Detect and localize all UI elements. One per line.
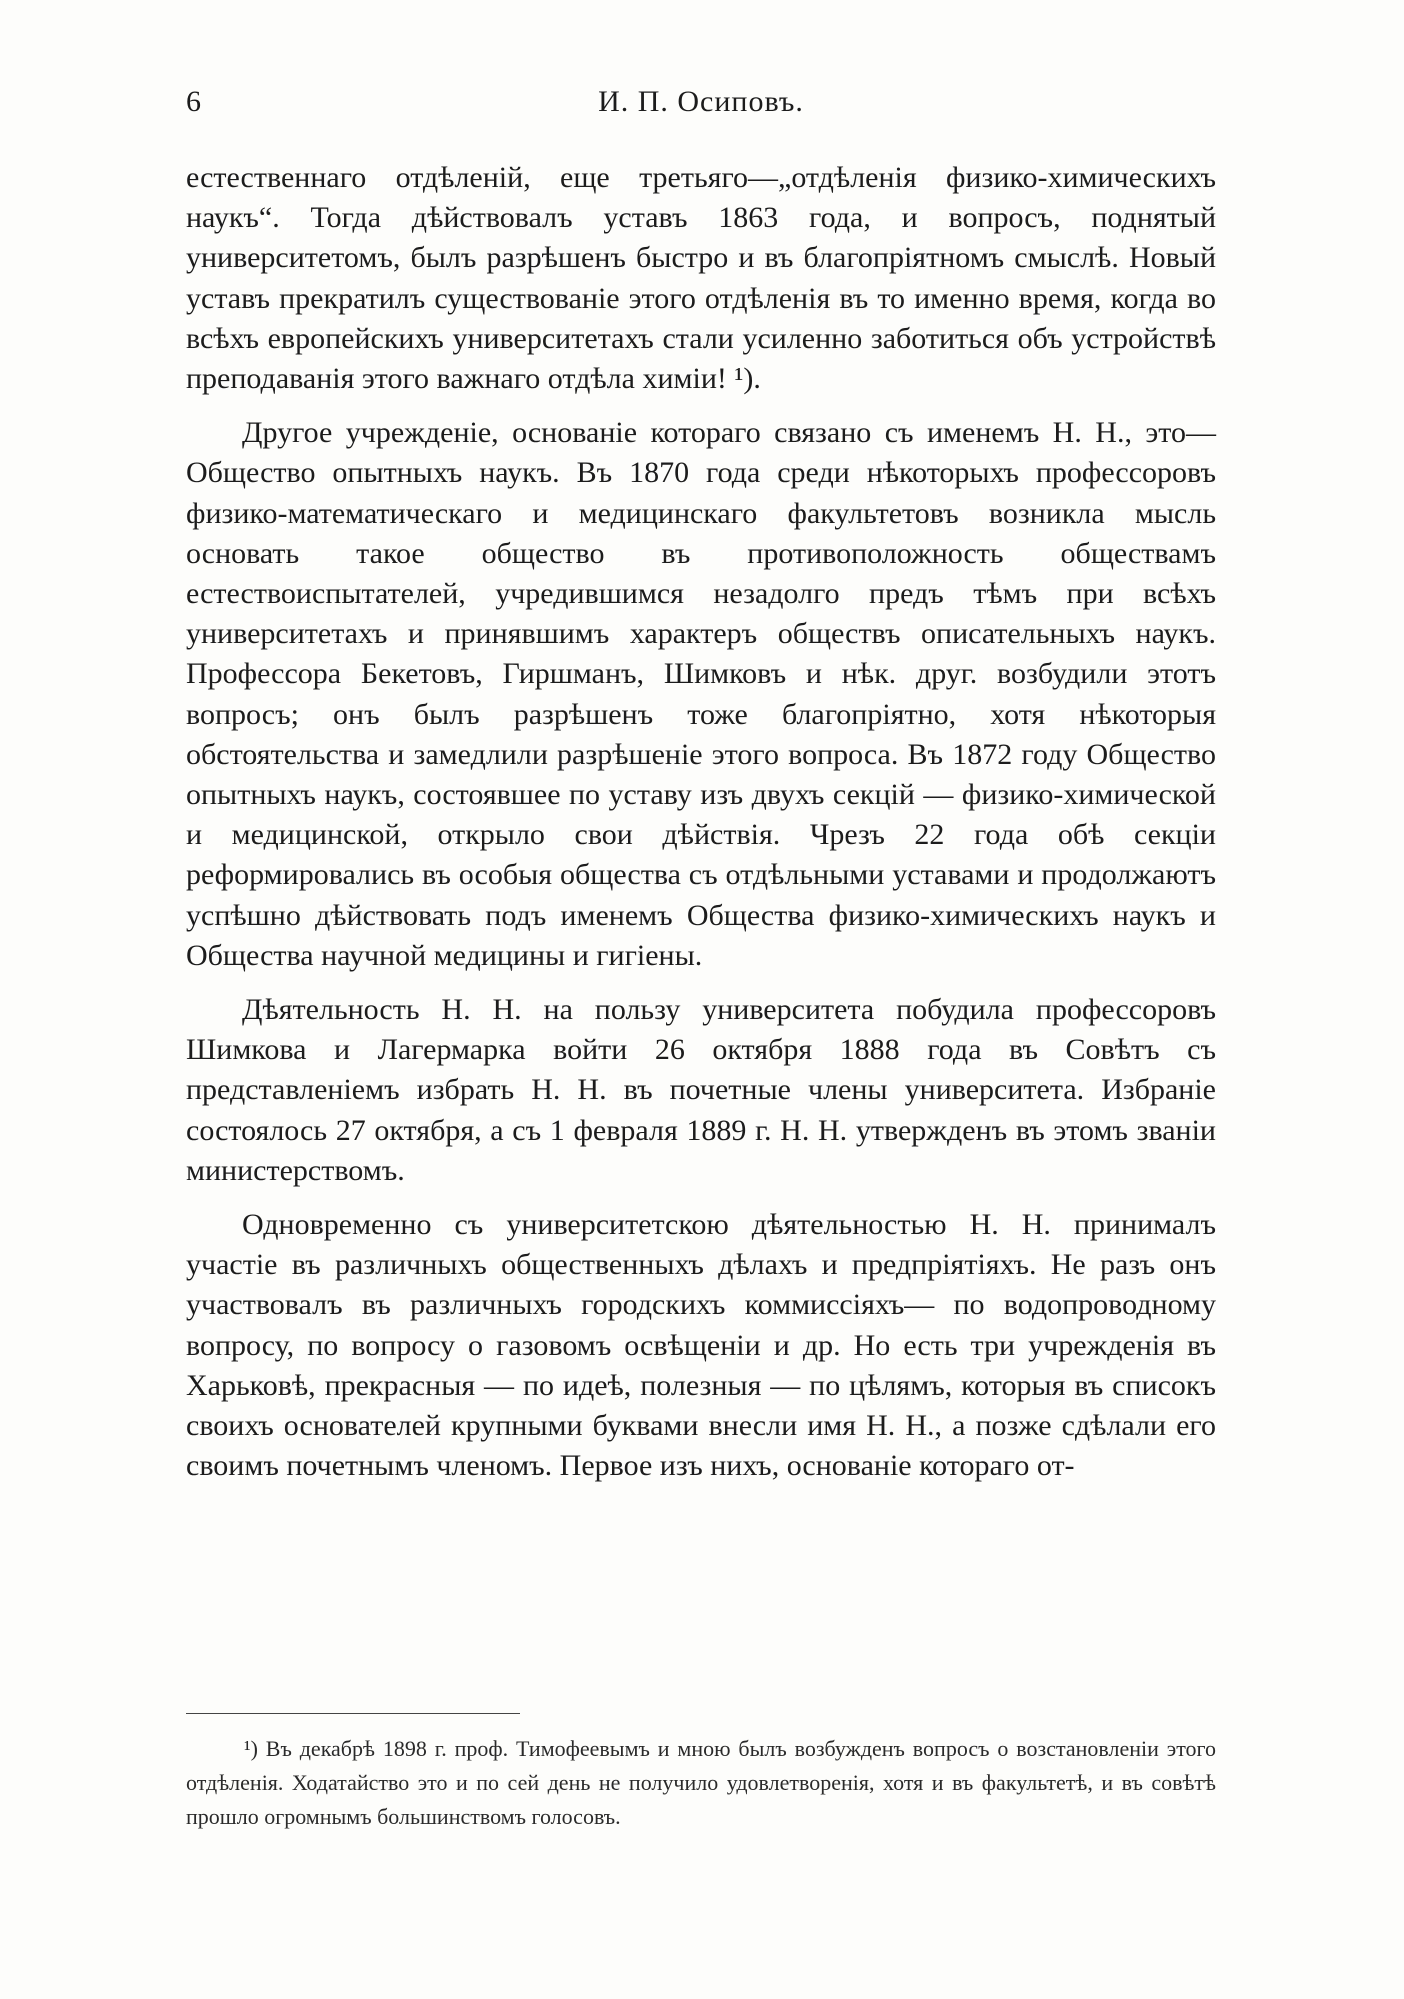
paragraph-continuation: естественнаго отдѣленій, еще третьяго—„отдѣленія физико-химическихъ наукъ“. Тогда дѣйствовалъ уставъ 1863 года, и вопросъ, поднятый университетомъ, былъ разрѣшенъ быстро и въ благопріятномъ смыслѣ. Новый уставъ прекратилъ существованіе этого отдѣленія въ то именно время, когда во всѣхъ европейскихъ университетахъ стали усиленно заботиться объ устройствѣ преподаванія этого важнаго отдѣла химіи! ¹). [186, 161, 1216, 396]
body-text [186, 158, 1216, 1501]
footnote: ¹) Въ декабрѣ 1898 г. проф. Тимофеевымъ и мною былъ возбужденъ вопросъ о возстановленіи этого отдѣленія. Ходатайство это и по сей день не получило удовлетворенія, хотя и въ факультетѣ, и въ совѣтѣ прошло огромнымъ большинствомъ голосовъ. [186, 1736, 1216, 1829]
paragraph-public-activities: Одновременно съ университетскою дѣятельностью Н. Н. принималъ участіе въ различныхъ общественныхъ дѣлахъ и предпріятіяхъ. Не разъ онъ участвовалъ въ различныхъ городскихъ коммиссіяхъ— по водопроводному вопросу, по вопросу о газовомъ освѣщеніи и др. Но есть три учрежденія въ Харьковѣ, прекрасныя — по идеѣ, полезныя — по цѣлямъ, которыя въ списокъ своихъ основателей крупными буквами внесли имя Н. Н., а позже сдѣлали его своимъ почетнымъ членомъ. Первое изъ нихъ, основаніе котораго от- [186, 1208, 1216, 1483]
footnote-divider [186, 1713, 520, 1714]
paragraph-society-of-sciences: Другое учрежденіе, основаніе котораго связано съ именемъ Н. Н., это—Общество опытныхъ наукъ. Въ 1870 года среди нѣкоторыхъ профессоровъ физико-математическаго и медицинскаго факультетовъ возникла мысль основать такое общество въ противоположность обществамъ естествоиспытателей, учредившимся незадолго предъ тѣмъ при всѣхъ университетахъ и принявшимъ характеръ обществъ описательныхъ наукъ. Профессора Бекетовъ, Гиршманъ, Шимковъ и нѣк. друг. возбудили этотъ вопросъ; онъ былъ разрѣшенъ тоже благопріятно, хотя нѣкоторыя обстоятельства и замедлили разрѣшеніе этого вопроса. Въ 1872 году Общество опытныхъ наукъ, состоявшее по уставу изъ двухъ секцій — физико-химической и медицинской, открыло свои дѣйствія. Чрезъ 22 года обѣ секціи реформировались въ особыя общества съ отдѣльными уставами и продолжаютъ успѣшно дѣйствовать подъ именемъ Общества физико-химическихъ наукъ и Общества научной медицины и гигіены. [186, 416, 1216, 972]
paragraph-honorary-member: Дѣятельность Н. Н. на пользу университета побудила профессоровъ Шимкова и Лагермарка войти 26 октября 1888 года въ Совѣтъ съ представленіемъ избрать Н. Н. въ почетные члены университета. Избраніе состоялось 27 октября, а съ 1 февраля 1889 г. Н. Н. утвержденъ въ этомъ званіи министерствомъ. [186, 993, 1216, 1187]
running-head [186, 82, 1216, 122]
running-title: И. П. Осиповъ. [598, 85, 804, 118]
page-number: 6 [186, 85, 201, 118]
